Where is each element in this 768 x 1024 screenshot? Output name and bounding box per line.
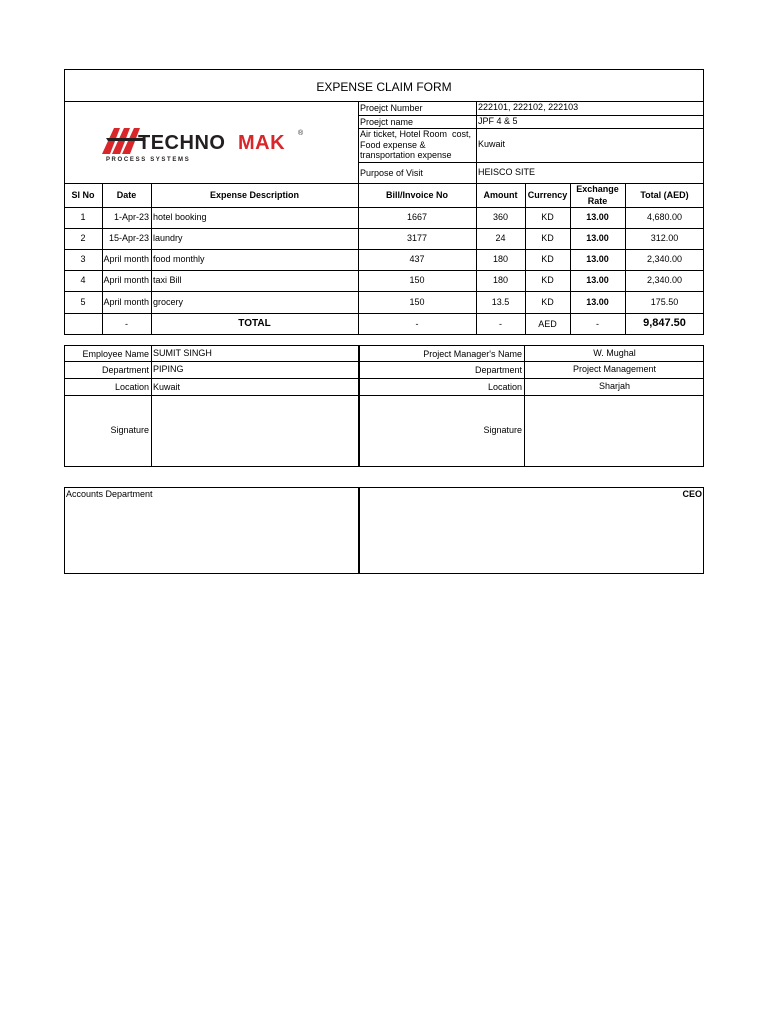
manager-name-value: W. Mughal	[593, 348, 636, 358]
table-row-bill: 437	[409, 254, 425, 264]
table-row-desc: hotel booking	[153, 212, 207, 222]
employee-location-label: Location	[114, 382, 149, 392]
table-row-desc: grocery	[153, 297, 184, 307]
table-row-total: 2,340.00	[646, 275, 683, 285]
logo-brand-main: TECHNO	[138, 132, 226, 154]
col-header-currency: Currency	[527, 190, 568, 200]
col-header-date: Date	[116, 190, 137, 200]
table-row-currency: KD	[541, 275, 554, 285]
table-row-rate: 13.00	[586, 275, 609, 285]
accounts-department-label: Accounts Department	[66, 489, 153, 499]
expense-type-value: Kuwait	[478, 139, 506, 149]
col-header-amount: Amount	[483, 190, 518, 200]
manager-signature-label: Signature	[483, 425, 522, 435]
table-row-bill: 150	[409, 275, 425, 285]
total-row-date: -	[125, 319, 128, 329]
table-row-currency: KD	[541, 297, 554, 307]
table-row-currency: KD	[541, 233, 554, 243]
table-row-amount: 13.5	[491, 297, 510, 307]
col-header-exchange-rate: Exchange Rate	[576, 184, 619, 206]
table-row-bill: 150	[409, 297, 425, 307]
table-row-rate: 13.00	[586, 297, 609, 307]
grand-total: 9,847.50	[643, 317, 686, 329]
employee-dept-value: PIPING	[153, 364, 184, 374]
technomak-logo	[100, 122, 310, 168]
form-title: EXPENSE CLAIM FORM	[316, 80, 452, 94]
project-name-label: Proejct name	[360, 117, 414, 127]
total-row-amount: -	[499, 319, 502, 329]
table-row-amount: 180	[492, 254, 509, 264]
expense-type-label: Air ticket, Hotel Room cost, Food expense & transportation expense	[360, 129, 472, 160]
purpose-value: HEISCO SITE	[478, 167, 536, 177]
logo-tagline: P R O C E S S S Y S T E M S	[106, 157, 189, 163]
total-row-currency: AED	[538, 319, 557, 329]
table-row-desc: food monthly	[153, 254, 205, 264]
col-header-description: Expense Description	[209, 190, 300, 200]
manager-location-label: Location	[487, 382, 522, 392]
logo-brand-accent: MAK	[238, 132, 286, 154]
table-row-total: 175.50	[650, 297, 679, 307]
table-row-rate: 13.00	[586, 233, 609, 243]
table-row-total: 2,340.00	[646, 254, 683, 264]
table-row-currency: KD	[541, 254, 554, 264]
project-number-value: 222101, 222102, 222103	[478, 102, 579, 112]
table-row-sl: 4	[80, 275, 86, 285]
employee-name-label: Employee Name	[82, 349, 149, 359]
table-row-amount: 180	[492, 275, 509, 285]
table-row-sl: 1	[80, 212, 86, 222]
table-row-amount: 24	[495, 233, 506, 243]
table-row-date: 15-Apr-23	[108, 233, 149, 243]
table-row-desc: taxi Bill	[153, 275, 182, 285]
table-row-date: April month	[103, 275, 149, 285]
table-row-rate: 13.00	[586, 254, 609, 264]
project-number-label: Proejct Number	[360, 103, 423, 113]
manager-dept-label: Department	[474, 365, 522, 375]
manager-location-value: Sharjah	[598, 381, 631, 391]
col-header-total: Total (AED)	[640, 190, 689, 200]
table-row-bill: 1667	[406, 212, 428, 222]
table-row-rate: 13.00	[586, 212, 609, 222]
employee-location-value: Kuwait	[153, 382, 181, 392]
employee-signature-label: Signature	[110, 425, 149, 435]
footer-section	[64, 487, 704, 574]
table-row-date: April month	[103, 297, 149, 307]
project-name-value: JPF 4 & 5	[478, 116, 518, 126]
total-row-rate: -	[596, 319, 599, 329]
table-row-date: 1-Apr-23	[113, 212, 149, 222]
table-row-sl: 3	[80, 254, 86, 264]
manager-dept-value: Project Management	[572, 364, 657, 374]
table-row-sl: 5	[80, 297, 86, 307]
employee-dept-label: Department	[101, 365, 149, 375]
table-row-desc: laundry	[153, 233, 183, 243]
total-label: TOTAL	[238, 318, 271, 329]
table-row-sl: 2	[80, 233, 86, 243]
ceo-label: CEO	[682, 489, 702, 499]
table-row-total: 4,680.00	[646, 212, 683, 222]
employee-name-value: SUMIT SINGH	[153, 348, 212, 358]
logo-registered: ®	[298, 130, 304, 137]
col-header-slno: Sl No	[71, 190, 95, 200]
total-row-bill: -	[415, 319, 419, 329]
table-row-total: 312.00	[650, 233, 679, 243]
table-row-amount: 360	[492, 212, 509, 222]
col-header-bill: Bill/Invoice No	[385, 190, 448, 200]
table-row-date: April month	[103, 254, 149, 264]
table-row-bill: 3177	[406, 233, 428, 243]
manager-name-label: Project Manager's Name	[423, 349, 522, 359]
purpose-label: Purpose of Visit	[360, 168, 423, 178]
table-row-currency: KD	[541, 212, 554, 222]
